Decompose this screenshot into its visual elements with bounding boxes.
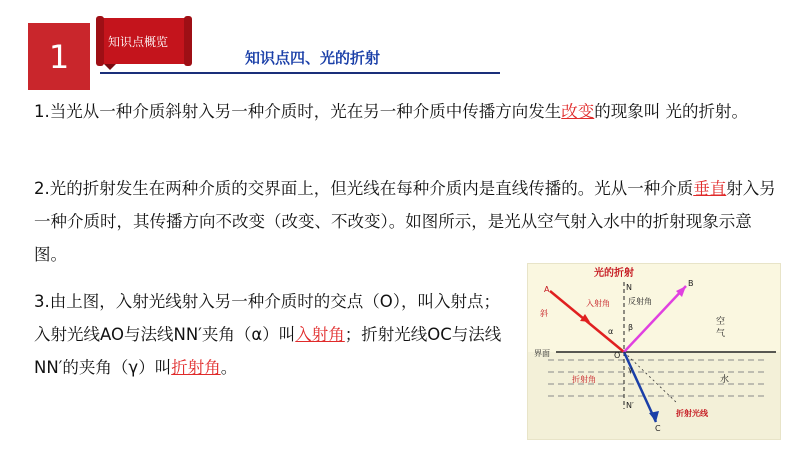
label-n-prime: N′ bbox=[626, 401, 634, 410]
title-underline bbox=[100, 72, 500, 74]
label-b: B bbox=[688, 279, 694, 288]
label-air-2: 气 bbox=[716, 329, 726, 339]
p3-text-c: 。 bbox=[220, 358, 238, 377]
diagram-title: 光的折射 bbox=[594, 268, 634, 279]
label-refract-angle: 折射角 bbox=[572, 375, 596, 384]
p3-text-a: 3.由上图，入射光线射入另一种介质时的交点（O），叫入射点；入射光线AO与法线NN′夹角（α）叫 bbox=[34, 292, 500, 344]
label-interface: 界面 bbox=[534, 349, 550, 358]
section-number-badge bbox=[28, 23, 90, 90]
p1-text-a: 1.当光从一种介质斜射入另一种介质时，光在另一种介质中传播方向发生 bbox=[34, 102, 562, 121]
label-air-1: 空 bbox=[716, 317, 726, 327]
label-c: C bbox=[655, 424, 661, 433]
refraction-diagram bbox=[527, 263, 781, 440]
p1-highlight: 改变 bbox=[561, 102, 595, 121]
section-title: 知识点四、光的折射 bbox=[245, 49, 381, 67]
p3-highlight-2: 折射角 bbox=[171, 358, 221, 377]
label-a: A bbox=[544, 285, 550, 294]
label-incident-angle: 入射角 bbox=[586, 299, 610, 308]
paragraph-3 bbox=[34, 285, 504, 384]
label-refracted-ray: 折射光线 bbox=[676, 409, 708, 418]
label-alpha: α bbox=[608, 327, 614, 336]
label-n: N bbox=[626, 283, 632, 292]
label-water: 水 bbox=[720, 375, 730, 385]
label-reflect-angle: 反射角 bbox=[628, 297, 652, 306]
label-oblique: 斜 bbox=[540, 309, 548, 318]
p2-text-b: 射入另一种介质时，其传播方向不改变（改变、不改变）。如图所示，是光从空气射入水中的折射现象示意图。 bbox=[34, 179, 776, 264]
p3-highlight-1: 入射角 bbox=[295, 325, 345, 344]
p2-highlight: 垂直 bbox=[693, 179, 727, 198]
section-number: 1 bbox=[48, 37, 70, 76]
label-beta: β bbox=[628, 323, 634, 332]
p3-text-b: ；折射光线OC与法线NN′的夹角（γ）叫 bbox=[34, 325, 502, 377]
paragraph-2 bbox=[34, 172, 784, 271]
banner-label: 知识点概览 bbox=[108, 35, 169, 49]
p1-text-b: 的现象叫 光的折射。 bbox=[594, 102, 748, 121]
refraction-diagram-svg bbox=[528, 264, 780, 439]
label-o: O bbox=[614, 351, 621, 360]
label-gamma: γ bbox=[628, 365, 633, 374]
p2-text-a: 2.光的折射发生在两种介质的交界面上，但光线在每种介质内是直线传播的。光从一种介质 bbox=[34, 179, 694, 198]
paragraph-1 bbox=[34, 95, 784, 128]
reflected-ray bbox=[624, 286, 686, 352]
